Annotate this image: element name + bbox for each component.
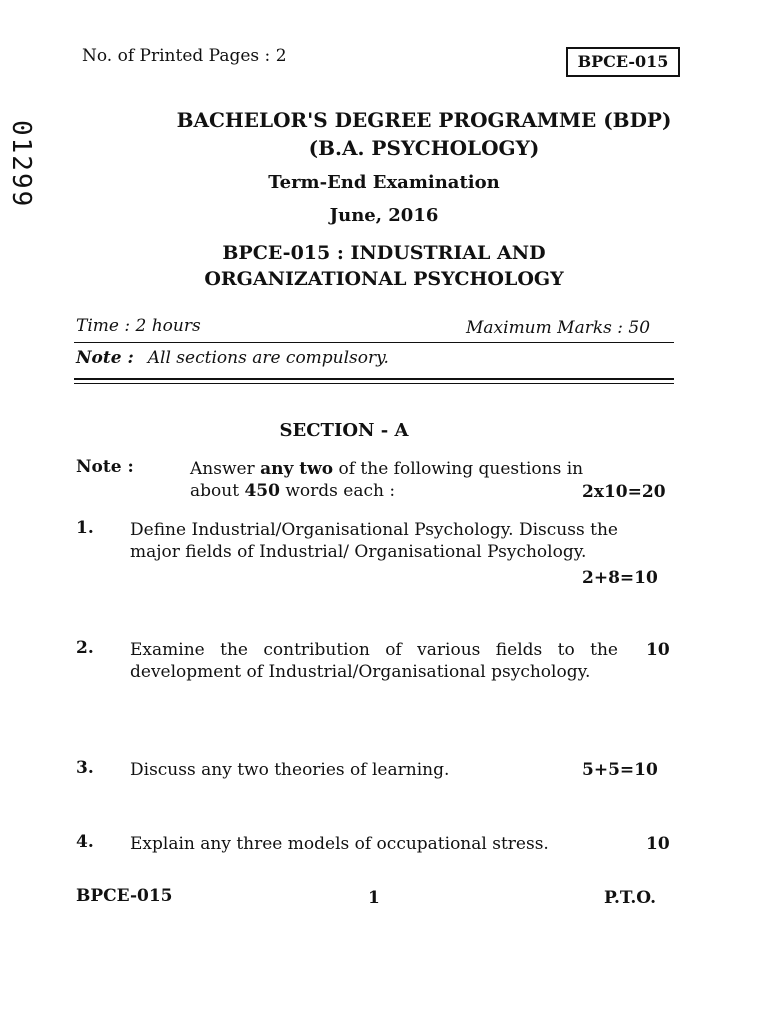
general-note-label: Note : [76, 348, 134, 368]
maximum-marks: Maximum Marks : 50 [466, 318, 651, 338]
printed-pages: No. of Printed Pages : 2 [82, 46, 287, 66]
question-marks: 5+5=10 [582, 760, 658, 780]
note-text-part: Answer [190, 459, 261, 479]
exam-title: Term-End Examination [268, 172, 500, 193]
question-number: 1. [76, 518, 94, 538]
section-note-text [190, 458, 630, 502]
note-bold-part: any two [260, 459, 334, 479]
section-marks: 2x10=20 [582, 482, 666, 502]
general-note [76, 348, 389, 368]
section-note-label: Note : [76, 457, 134, 477]
question-text: Explain any three models of occupational stress. [130, 834, 549, 854]
question-marks: 2+8=10 [582, 568, 658, 588]
section-title: SECTION - A [279, 420, 409, 441]
footer-paper-code: BPCE-015 [76, 886, 173, 906]
note-text-part: of the following questions in about [190, 459, 584, 501]
note-bold-part: 450 [244, 481, 280, 501]
question-number: 4. [76, 832, 94, 852]
time-allowed: Time : 2 hours [76, 316, 201, 336]
divider [74, 378, 674, 380]
divider [74, 383, 674, 384]
question-text: Examine the contribution of various fields to the development of Industrial/Organisational psychology. [130, 640, 618, 682]
paper-code-box: BPCE-015 [566, 47, 680, 77]
subject-title: (B.A. PSYCHOLOGY) [308, 136, 540, 160]
footer-pto: P.T.O. [604, 888, 656, 908]
footer-page-number: 1 [368, 888, 380, 908]
question-number: 2. [76, 638, 94, 658]
note-text-part: words each : [279, 481, 396, 501]
question-number: 3. [76, 758, 94, 778]
course-title-line-2: ORGANIZATIONAL PSYCHOLOGY [204, 268, 564, 290]
question-marks: 10 [646, 834, 670, 854]
exam-date: June, 2016 [329, 205, 439, 226]
serial-number: 01299 [6, 120, 36, 209]
divider [74, 342, 674, 343]
question-text: Discuss any two theories of learning. [130, 760, 450, 780]
question-marks: 10 [646, 640, 670, 660]
course-title-line-1: BPCE-015 : INDUSTRIAL AND [222, 242, 546, 264]
general-note-text: All sections are compulsory. [147, 348, 389, 368]
programme-title: BACHELOR'S DEGREE PROGRAMME (BDP) [176, 108, 672, 132]
question-text: Define Industrial/Organisational Psychology. Discuss the major fields of Industrial/ Organisational Psychology. [130, 520, 618, 562]
